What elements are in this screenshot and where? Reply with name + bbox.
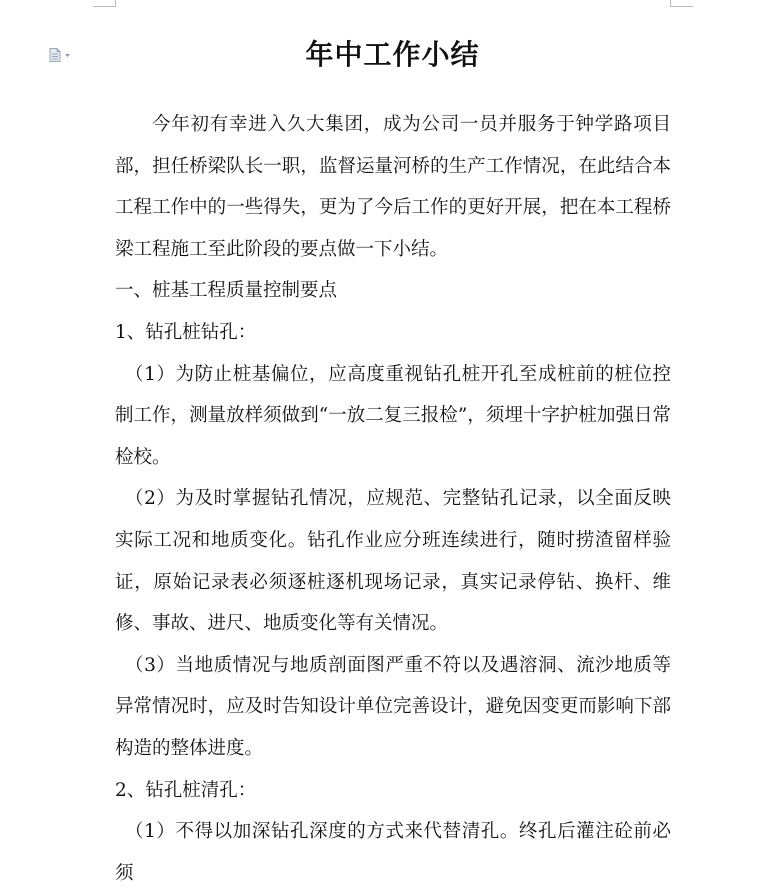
document-body <box>115 104 671 894</box>
document-title: 年中工作小结 <box>305 38 480 71</box>
paragraph: 1、钻孔桩钻孔： <box>115 321 257 343</box>
page-corner-mark-left <box>93 0 116 7</box>
paragraph: （3）当地质情况与地质剖面图严重不符以及遇溶洞、流沙地质等异常情况时，应及时告知设计单位完善设计，避免因变更而影响下部构造的整体进度。 <box>115 654 671 759</box>
paragraph: 一、桩基工程质量控制要点 <box>115 280 338 302</box>
paragraph: 今年初有幸进入久大集团，成为公司一员并服务于钟学路项目部，担任桥梁队长一职，监督运量河桥的生产工作情况，在此结合本工程工作中的一些得失，更为了今后工作的更好开展，把在本工程桥梁工程施工至此阶段的要点做一下小结。 <box>115 114 671 260</box>
paragraph: （1）不得以加深钻孔深度的方式来代替清孔。终孔后灌注砼前必须 <box>115 821 671 884</box>
paragraph: （2）为及时掌握钻孔情况，应规范、完整钻孔记录，以全面反映实际工况和地质变化。钻孔作业应分班连续进行，随时捞渣留样验证，原始记录表必须逐桩逐机现场记录，真实记录停钻、换杆、维修、事故、进尺、地质变化等有关情况。 <box>115 488 671 635</box>
paragraph: 2、钻孔桩清孔： <box>115 779 257 801</box>
document-icon[interactable] <box>49 47 75 61</box>
paragraph: （1）为防止桩基偏位，应高度重视钻孔桩开孔至成桩前的桩位控制工作，测量放样须做到“一放二复三报检”，须埋十字护桩加强日常检校。 <box>115 363 671 468</box>
page-corner-mark-right <box>670 0 693 7</box>
